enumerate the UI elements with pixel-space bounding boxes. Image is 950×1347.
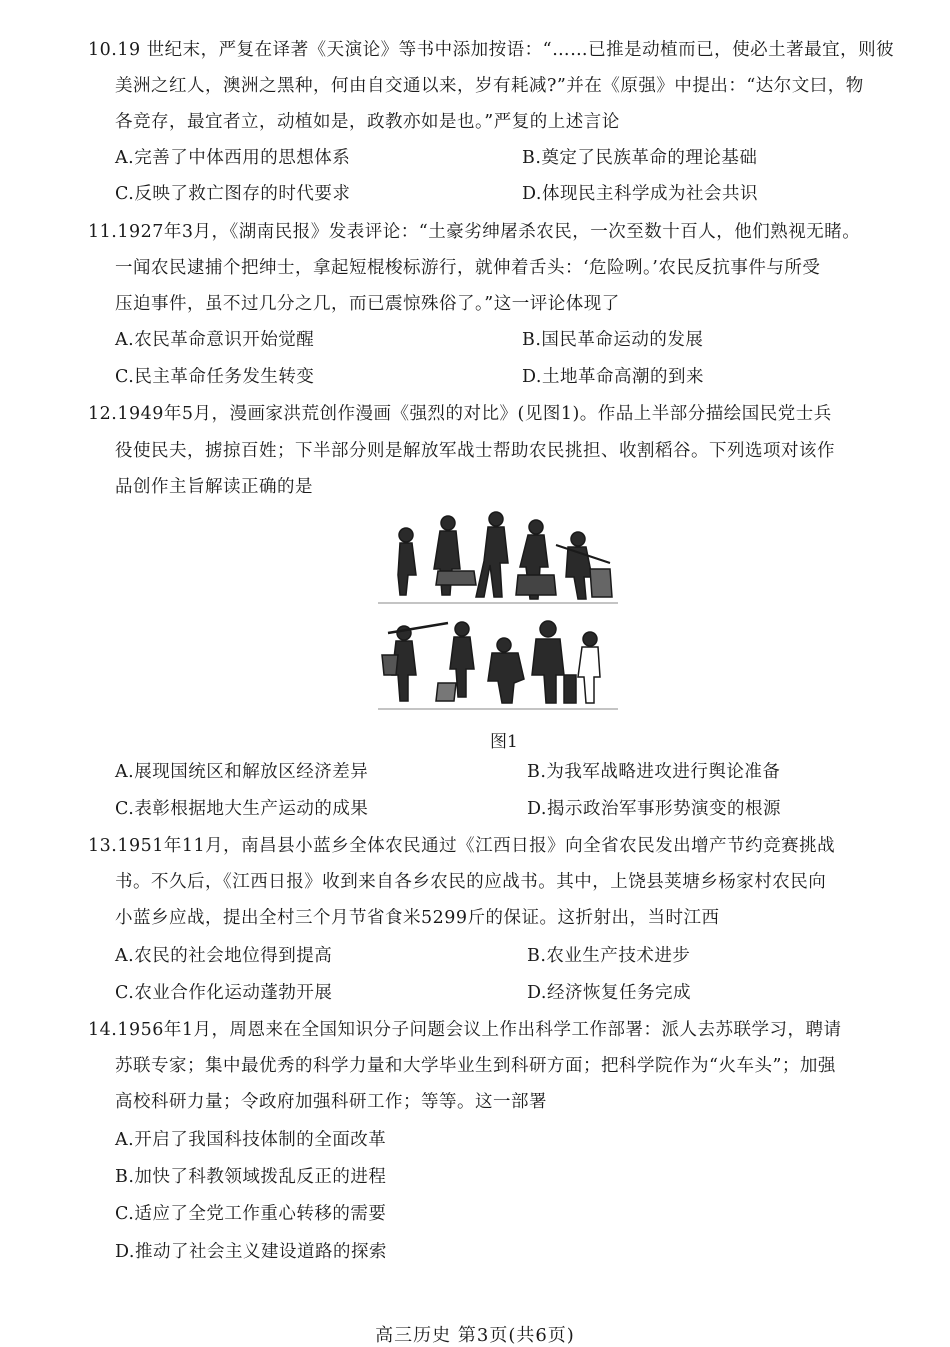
q14-line-3: 高校科研力量；令政府加强科研工作；等等。这一部署 (115, 1092, 547, 1112)
cartoon-figure-1 (378, 505, 618, 717)
q13-option-c: C.农业合作化运动蓬勃开展 (115, 983, 333, 1003)
q11-option-a: A.农民革命意识开始觉醒 (115, 330, 315, 350)
q11-line-1: 11.1927年3月，《湖南民报》发表评论：“土豪劣绅屠杀农民，一次至数十百人，他们熟视无睹。 (88, 222, 861, 242)
page-footer: 高三历史 第3页(共6页) (375, 1325, 575, 1346)
q12-option-c: C.表彰根据地大生产运动的成果 (115, 799, 369, 819)
q14-option-a: A.开启了我国科技体制的全面改革 (115, 1130, 387, 1150)
q12-line-2: 役使民夫，掳掠百姓；下半部分则是解放军战士帮助农民挑担、收割稻谷。下列选项对该作 (115, 441, 835, 461)
q12-line-1: 12.1949年5月，漫画家洪荒创作漫画《强烈的对比》(见图1)。作品上半部分描绘国民党士兵 (88, 404, 832, 424)
q12-option-d: D.揭示政治军事形势演变的根源 (527, 799, 781, 819)
upper-panel (398, 512, 612, 599)
q12-option-b: B.为我军战略进攻进行舆论准备 (527, 762, 781, 782)
q10-line-2: 美洲之红人，澳洲之黑种，何由自交通以来，岁有耗减?”并在《原强》中提出：“达尔文曰，物 (115, 76, 864, 96)
q14-line-1: 14.1956年1月，周恩来在全国知识分子问题会议上作出科学工作部署：派人去苏联学习，聘请 (88, 1020, 842, 1040)
q10-line-3: 各竞存，最宜者立，动植如是，政教亦如是也。”严复的上述言论 (115, 112, 620, 132)
q11-line-2: 一闻农民逮捕个把绅士，拿起短棍梭标游行，就伸着舌头：‘危险咧。’农民反抗事件与所受 (115, 258, 821, 278)
q13-option-d: D.经济恢复任务完成 (527, 983, 691, 1003)
q13-line-1: 13.1951年11月，南昌县小蓝乡全体农民通过《江西日报》向全省农民发出增产节约竞赛挑战 (88, 836, 836, 856)
lower-panel (382, 621, 600, 703)
q12-option-a: A.展现国统区和解放区经济差异 (115, 762, 369, 782)
q10-option-b: B.奠定了民族革命的理论基础 (522, 148, 758, 168)
q14-option-c: C.适应了全党工作重心转移的需要 (115, 1204, 387, 1224)
q10-option-c: C.反映了救亡图存的时代要求 (115, 184, 351, 204)
q10-line-1: 10.19 世纪末，严复在译著《天演论》等书中添加按语：“……已推是动植而已，使必土著最宜，则彼 (88, 40, 895, 60)
q13-option-b: B.农业生产技术进步 (527, 946, 691, 966)
q11-option-c: C.民主革命任务发生转变 (115, 367, 315, 387)
q10-option-d: D.体现民主科学成为社会共识 (522, 184, 758, 204)
q13-line-2: 书。不久后，《江西日报》收到来自各乡农民的应战书。其中，上饶县荚塘乡杨家村农民向 (115, 872, 827, 892)
q13-line-3: 小蓝乡应战，提出全村三个月节省食米5299斤的保证。这折射出，当时江西 (115, 908, 720, 928)
q13-option-a: A.农民的社会地位得到提高 (115, 946, 333, 966)
q11-option-b: B.国民革命运动的发展 (522, 330, 704, 350)
q14-option-b: B.加快了科教领域拨乱反正的进程 (115, 1167, 387, 1187)
q11-option-d: D.土地革命高潮的到来 (522, 367, 704, 387)
q10-option-a: A.完善了中体西用的思想体系 (115, 148, 351, 168)
q14-line-2: 苏联专家；集中最优秀的科学力量和大学毕业生到科研方面；把科学院作为“火车头”；加强 (115, 1056, 836, 1076)
q12-line-3: 品创作主旨解读正确的是 (115, 477, 313, 497)
q14-option-d: D.推动了社会主义建设道路的探索 (115, 1242, 387, 1262)
figure-caption: 图1 (490, 732, 518, 752)
q11-line-3: 压迫事件，虽不过几分之几，而已震惊殊俗了。”这一评论体现了 (115, 294, 620, 314)
